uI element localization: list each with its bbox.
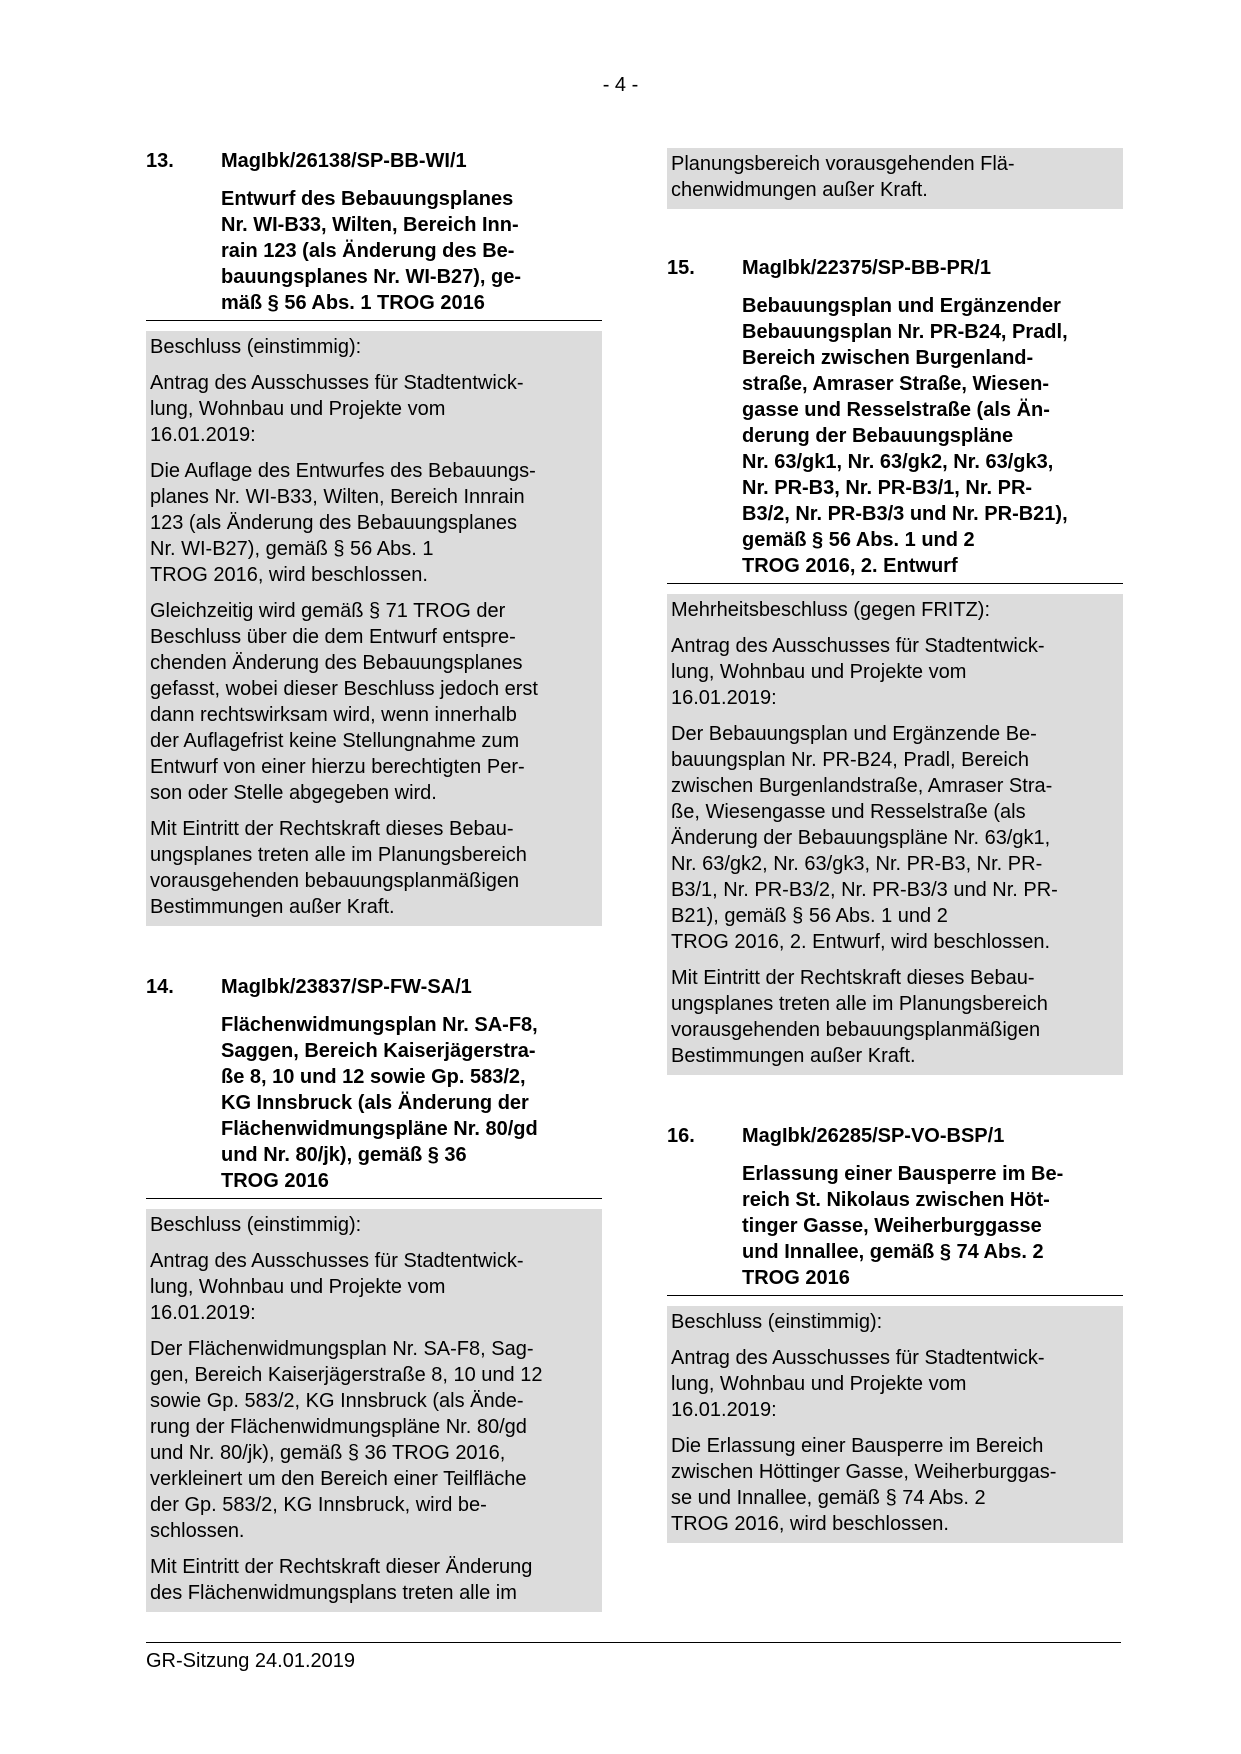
title-line: Nr. WI-B33, Wilten, Bereich Inn- xyxy=(221,214,519,236)
line: Die Auflage des Entwurfes des Bebauungs- xyxy=(150,460,536,482)
line: Die Erlassung einer Bausperre im Bereich xyxy=(671,1435,1044,1457)
line: TROG 2016, wird beschlossen. xyxy=(671,1513,949,1535)
resolution-box xyxy=(146,1209,602,1612)
line: B3/1, Nr. PR-B3/2, Nr. PR-B3/3 und Nr. PR- xyxy=(671,879,1058,901)
title-line: bauungsplanes Nr. WI-B27), ge- xyxy=(221,266,522,288)
item-number: 15. xyxy=(667,257,695,279)
item-header xyxy=(146,148,602,174)
line: Nr. WI-B27), gemäß § 56 Abs. 1 xyxy=(150,538,434,560)
line: Planungsbereich vorausgehenden Flä- xyxy=(671,153,1015,175)
resolution-box xyxy=(667,1306,1123,1543)
paragraph xyxy=(671,965,1119,1069)
line: chenwidmungen außer Kraft. xyxy=(671,179,928,201)
resolution-box xyxy=(667,594,1123,1075)
item-number: 16. xyxy=(667,1125,695,1147)
line: 16.01.2019: xyxy=(671,687,777,709)
line: vorausgehenden bebauungsplanmäßigen xyxy=(150,870,520,892)
item-reference: MagIbk/26285/SP-VO-BSP/1 xyxy=(742,1125,1005,1147)
line: zwischen Höttinger Gasse, Weiherburggas- xyxy=(671,1461,1057,1483)
line: Gleichzeitig wird gemäß § 71 TROG der xyxy=(150,600,506,622)
item-title xyxy=(742,1161,1123,1295)
line: lung, Wohnbau und Projekte vom xyxy=(150,1276,446,1298)
title-line: Bebauungsplan Nr. PR-B24, Pradl, xyxy=(742,321,1068,343)
title-line: und Innallee, gemäß § 74 Abs. 2 xyxy=(742,1241,1044,1263)
item-number: 13. xyxy=(146,150,174,172)
title-line: tinger Gasse, Weiherburggasse xyxy=(742,1215,1042,1237)
line: gen, Bereich Kaiserjägerstraße 8, 10 und 12 xyxy=(150,1364,543,1386)
line: ungsplanes treten alle im Planungsbereich xyxy=(671,993,1048,1015)
line: zwischen Burgenlandstraße, Amraser Stra- xyxy=(671,775,1053,797)
title-line: mäß § 56 Abs. 1 TROG 2016 xyxy=(221,292,485,314)
line: des Flächenwidmungsplans treten alle im xyxy=(150,1582,517,1604)
line: bauungsplan Nr. PR-B24, Pradl, Bereich xyxy=(671,749,1029,771)
item-title xyxy=(221,186,602,320)
decision-label: Beschluss (einstimmig): xyxy=(671,1311,883,1333)
decision-label: Mehrheitsbeschluss (gegen FRITZ): xyxy=(671,599,991,621)
resolution-box xyxy=(146,331,602,926)
divider xyxy=(667,1295,1123,1296)
title-line: Bebauungsplan und Ergänzender xyxy=(742,295,1061,317)
line: gefasst, wobei dieser Beschluss jedoch erst xyxy=(150,678,538,700)
item-reference: MagIbk/23837/SP-FW-SA/1 xyxy=(221,976,472,998)
line: 123 (als Änderung des Bebauungsplanes xyxy=(150,512,517,534)
line: sowie Gp. 583/2, KG Innsbruck (als Ände- xyxy=(150,1390,524,1412)
line: lung, Wohnbau und Projekte vom xyxy=(671,661,967,683)
right-column xyxy=(667,148,1123,1543)
paragraph xyxy=(671,721,1119,955)
paragraph xyxy=(150,598,598,806)
paragraph xyxy=(150,1248,598,1326)
decision-label: Beschluss (einstimmig): xyxy=(150,1214,362,1236)
item-header xyxy=(667,255,1123,281)
title-line: gemäß § 56 Abs. 1 und 2 xyxy=(742,529,975,551)
line: schlossen. xyxy=(150,1520,245,1542)
title-line: KG Innsbruck (als Änderung der xyxy=(221,1092,529,1114)
line: Nr. 63/gk2, Nr. 63/gk3, Nr. PR-B3, Nr. PR- xyxy=(671,853,1043,875)
line: dann rechtswirksam wird, wenn innerhalb xyxy=(150,704,517,726)
item-title xyxy=(221,1012,602,1198)
line: Mit Eintritt der Rechtskraft dieses Bebau- xyxy=(150,818,514,840)
footer-divider xyxy=(146,1642,1121,1643)
line: chenden Änderung des Bebauungsplanes xyxy=(150,652,523,674)
continuation-box xyxy=(667,148,1123,209)
agenda-item-15 xyxy=(667,255,1123,1075)
line: Antrag des Ausschusses für Stadtentwick- xyxy=(150,1250,524,1272)
line: B21), gemäß § 56 Abs. 1 und 2 xyxy=(671,905,948,927)
decision-label: Beschluss (einstimmig): xyxy=(150,336,362,358)
line: und Nr. 80/jk), gemäß § 36 TROG 2016, xyxy=(150,1442,506,1464)
title-line: rain 123 (als Änderung des Be- xyxy=(221,240,515,262)
line: planes Nr. WI-B33, Wilten, Bereich Innrain xyxy=(150,486,525,508)
title-line: ße 8, 10 und 12 sowie Gp. 583/2, xyxy=(221,1066,526,1088)
title-line: derung der Bebauungspläne xyxy=(742,425,1014,447)
title-line: Erlassung einer Bausperre im Be- xyxy=(742,1163,1064,1185)
item-title xyxy=(742,293,1123,583)
line: rung der Flächenwidmungspläne Nr. 80/gd xyxy=(150,1416,527,1438)
title-line: TROG 2016, 2. Entwurf xyxy=(742,555,958,577)
line: Mit Eintritt der Rechtskraft dieser Änderung xyxy=(150,1556,533,1578)
line: ße, Wiesengasse und Resselstraße (als xyxy=(671,801,1026,823)
title-line: gasse und Resselstraße (als Än- xyxy=(742,399,1050,421)
divider xyxy=(667,583,1123,584)
title-line: Flächenwidmungspläne Nr. 80/gd xyxy=(221,1118,538,1140)
title-line: Saggen, Bereich Kaiserjägerstra- xyxy=(221,1040,536,1062)
paragraph xyxy=(671,1345,1119,1423)
divider xyxy=(146,320,602,321)
paragraph xyxy=(671,151,1119,203)
title-line: straße, Amraser Straße, Wiesen- xyxy=(742,373,1049,395)
paragraph xyxy=(671,633,1119,711)
line: Der Bebauungsplan und Ergänzende Be- xyxy=(671,723,1037,745)
line: der Gp. 583/2, KG Innsbruck, wird be- xyxy=(150,1494,487,1516)
title-line: Entwurf des Bebauungsplanes xyxy=(221,188,514,210)
line: Antrag des Ausschusses für Stadtentwick- xyxy=(150,372,524,394)
title-line: TROG 2016 xyxy=(742,1267,850,1289)
paragraph xyxy=(150,1336,598,1544)
line: vorausgehenden bebauungsplanmäßigen xyxy=(671,1019,1041,1041)
paragraph xyxy=(150,370,598,448)
paragraph xyxy=(150,1554,598,1606)
line: 16.01.2019: xyxy=(150,424,256,446)
footer-text: GR-Sitzung 24.01.2019 xyxy=(146,1650,356,1672)
item-reference: MagIbk/26138/SP-BB-WI/1 xyxy=(221,150,467,172)
agenda-item-13 xyxy=(146,148,602,926)
title-line: TROG 2016 xyxy=(221,1170,329,1192)
title-line: Nr. 63/gk1, Nr. 63/gk2, Nr. 63/gk3, xyxy=(742,451,1054,473)
line: TROG 2016, 2. Entwurf, wird beschlossen. xyxy=(671,931,1051,953)
line: Beschluss über die dem Entwurf entspre- xyxy=(150,626,516,648)
line: son oder Stelle abgegeben wird. xyxy=(150,782,437,804)
line: verkleinert um den Bereich einer Teilfläche xyxy=(150,1468,527,1490)
agenda-item-16 xyxy=(667,1123,1123,1543)
line: Entwurf von einer hierzu berechtigten Per- xyxy=(150,756,525,778)
line: ungsplanes treten alle im Planungsbereich xyxy=(150,844,527,866)
line: Der Flächenwidmungsplan Nr. SA-F8, Sag- xyxy=(150,1338,534,1360)
line: se und Innallee, gemäß § 74 Abs. 2 xyxy=(671,1487,986,1509)
agenda-item-14 xyxy=(146,974,602,1612)
item-number: 14. xyxy=(146,976,174,998)
line: Bestimmungen außer Kraft. xyxy=(671,1045,916,1067)
title-line: reich St. Nikolaus zwischen Höt- xyxy=(742,1189,1050,1211)
line: der Auflagefrist keine Stellungnahme zum xyxy=(150,730,520,752)
left-column xyxy=(146,148,602,1612)
title-line: Nr. PR-B3, Nr. PR-B3/1, Nr. PR- xyxy=(742,477,1033,499)
page-number: - 4 - xyxy=(602,74,639,96)
line: Antrag des Ausschusses für Stadtentwick- xyxy=(671,635,1045,657)
title-line: und Nr. 80/jk), gemäß § 36 xyxy=(221,1144,467,1166)
line: TROG 2016, wird beschlossen. xyxy=(150,564,428,586)
divider xyxy=(146,1198,602,1199)
line: lung, Wohnbau und Projekte vom xyxy=(671,1373,967,1395)
line: 16.01.2019: xyxy=(150,1302,256,1324)
title-line: Flächenwidmungsplan Nr. SA-F8, xyxy=(221,1014,538,1036)
item-header xyxy=(667,1123,1123,1149)
paragraph xyxy=(150,458,598,588)
item-reference: MagIbk/22375/SP-BB-PR/1 xyxy=(742,257,991,279)
line: lung, Wohnbau und Projekte vom xyxy=(150,398,446,420)
paragraph xyxy=(671,1433,1119,1537)
item-header xyxy=(146,974,602,1000)
line: Mit Eintritt der Rechtskraft dieses Bebau- xyxy=(671,967,1035,989)
title-line: Bereich zwischen Burgenland- xyxy=(742,347,1034,369)
title-line: B3/2, Nr. PR-B3/3 und Nr. PR-B21), xyxy=(742,503,1068,525)
line: Antrag des Ausschusses für Stadtentwick- xyxy=(671,1347,1045,1369)
paragraph xyxy=(150,816,598,920)
line: Änderung der Bebauungspläne Nr. 63/gk1, xyxy=(671,827,1051,849)
line: Bestimmungen außer Kraft. xyxy=(150,896,395,918)
line: 16.01.2019: xyxy=(671,1399,777,1421)
